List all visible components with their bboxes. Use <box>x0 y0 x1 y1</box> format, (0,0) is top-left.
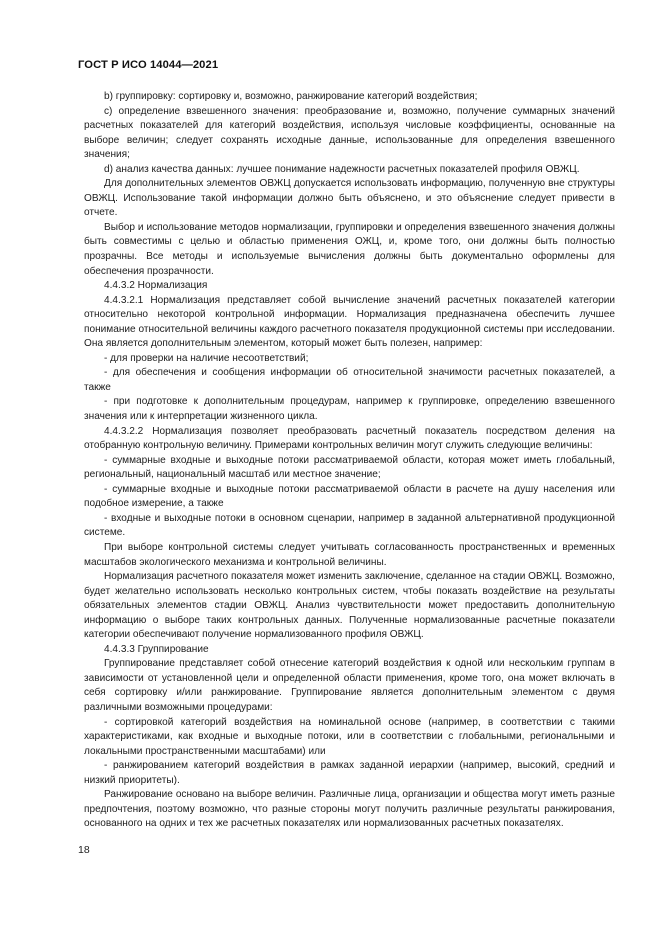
section-heading-normalization: 4.4.3.2 Нормализация <box>104 280 208 292</box>
list-item: - входные и выходные потоки в основном сценарии, например в заданной альтернативной продукционной системе. <box>84 512 615 539</box>
paragraph-item-d: d) анализ качества данных: лучшее понимание надежности расчетных показателей профиля ОВЖЦ. <box>104 163 580 175</box>
list-item: - сортировкой категорий воздействия на номинальной основе (например, в соответствии с такими характеристиками, как входные и выходные потоки, или в соответствии с глобальными, региональными и локальными пространственными масштабами) или <box>84 716 615 757</box>
document-header: ГОСТ Р ИСО 14044—2021 <box>78 59 219 71</box>
paragraph-item-c: c) определение взвешенного значения: преобразование и, возможно, получение суммарных значений расчетных показателей для категорий воздействия, используя числовые коэффициенты, основанные на выборе величин; следует сохранять исходные данные, использованные для определения взвешенного значения; <box>84 105 615 161</box>
paragraph: При выборе контрольной системы следует учитывать согласованность пространственных и временных масштабов экологического механизма и контрольной величины. <box>84 541 615 568</box>
paragraph: Выбор и использование методов нормализации, группировки и определения взвешенного значения должны быть совместимы с целью и областью применения ОЖЦ, и, кроме того, они должны быть полностью прозрачны. Все методы и используемые вычисления должны быть документально оформлены для обеспечения прозрачности. <box>84 221 615 277</box>
list-item: - ранжированием категорий воздействия в рамках заданной иерархии (например, высокий, средний и низкий приоритеты). <box>84 760 615 786</box>
paragraph: 4.4.3.2.1 Нормализация представляет собой вычисление значений расчетных показателей категории относительно некоторой контрольной информации. Нормализация предназначена обеспечить лучшее понимание относительной величины каждого расчетного показателя продукционной системы при исследовании. Она является дополнительным элементом, который может быть полезен, например: <box>84 294 615 350</box>
paragraph: Для дополнительных элементов ОВЖЦ допускается использовать информацию, полученную вне структуры ОВЖЦ. Использование такой информации должно быть объяснено, и это объяснение следует привести в отчете. <box>84 178 615 219</box>
paragraph: Группирование представляет собой отнесение категорий воздействия к одной или нескольким группам в зависимости от установленной цели и определенной области применения, кроме того, она может включать в себя сортировку и/или ранжирование. Группирование является дополнительным элементом с двумя различными возможными процедурами: <box>84 658 615 713</box>
list-item: - при подготовке к дополнительным процедурам, например к группировке, определению взвешенного значения или к интерпретации жизненного цикла. <box>84 396 615 423</box>
list-item: - для обеспечения и сообщения информации об относительной значимости расчетных показателей, а также <box>84 367 615 393</box>
paragraph-item-b: b) группировку: сортировку и, возможно, ранжирование категорий воздействия; <box>104 91 478 102</box>
list-item: - суммарные входные и выходные потоки рассматриваемой области, которая может иметь глобальный, региональный, национальный масштаб или местное значение; <box>84 454 615 481</box>
list-item: - суммарные входные и выходные потоки рассматриваемой области в расчете на душу населения или подобное измерение, а также <box>84 483 615 510</box>
section-heading-grouping: 4.4.3.3 Группирование <box>104 643 209 655</box>
page-number: 18 <box>78 844 90 856</box>
document-body <box>84 90 615 832</box>
list-item: - для проверки на наличие несоответствий; <box>104 352 309 364</box>
paragraph: 4.4.3.2.2 Нормализация позволяет преобразовать расчетный показатель посредством деления на отобранную контрольную величину. Примерами контрольных величин могут служить следующие величины: <box>84 425 615 452</box>
paragraph: Нормализация расчетного показателя может изменить заключение, сделанное на стадии ОВЖЦ. Возможно, будет желательно использовать несколько контрольных систем, чтобы показать воздействие на результаты обязательных элементов стадии ОВЖЦ. Анализ чувствительности может предоставить дополнительную информацию о выборе таких контрольных данных. Полученные нормализованные расчетные показатели категории обеспечивают получение нормализованного профиля ОВЖЦ. <box>84 571 615 641</box>
paragraph: Ранжирование основано на выборе величин. Различные лица, организации и общества могут иметь разные предпочтения, поэтому возможно, что разные стороны могут получить различные результаты ранжирования, основанного на одних и тех же расчетных показателях или нормализованных расчетных показателях. <box>84 789 615 830</box>
